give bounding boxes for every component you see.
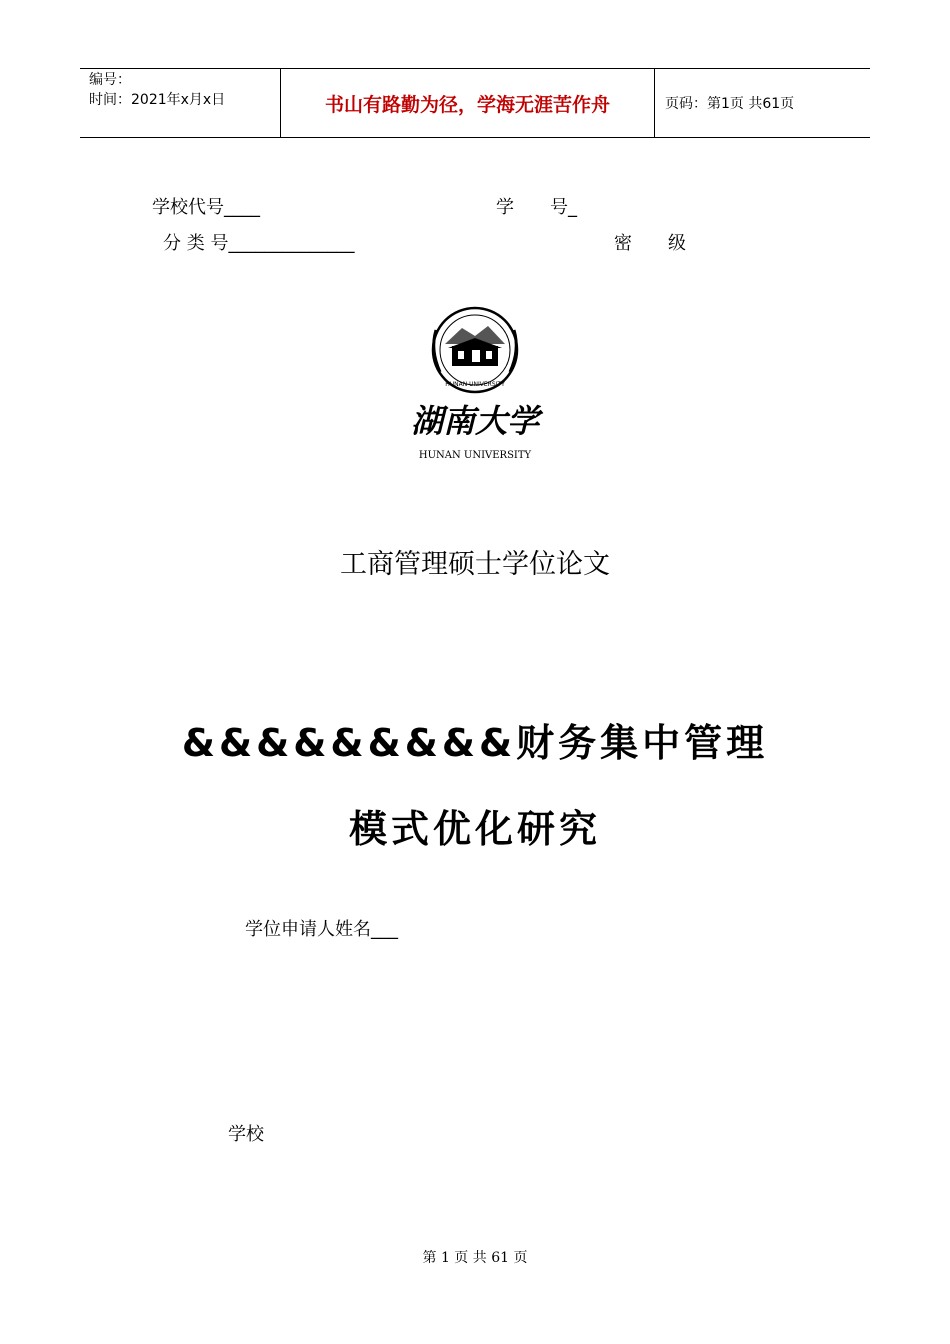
secret-level-field: 密 级 <box>614 233 686 254</box>
number-label: 编号： <box>89 72 131 88</box>
thesis-title-line1: &&&&&&&&&财务集中管理 <box>181 721 769 765</box>
classification-field: 分 类 号______________ <box>163 233 355 254</box>
time-label: 时间：2021年x月x日 <box>89 92 226 108</box>
document-header <box>80 68 870 138</box>
university-name-en: HUNAN UNIVERSITY <box>418 450 532 461</box>
university-logo <box>400 302 550 470</box>
school-code-field: 学校代号____ <box>152 197 260 218</box>
page-footer: 第 1 页 共 61 页 <box>422 1250 528 1266</box>
header-page-info: 页码：第1页 共61页 <box>665 96 795 112</box>
school-field: 学校 <box>228 1124 264 1145</box>
university-seal-icon <box>400 302 550 470</box>
seal-text: HUNAN UNIVERSITY <box>445 381 505 388</box>
header-page-cell <box>654 69 871 137</box>
applicant-field: 学位申请人姓名___ <box>245 919 398 940</box>
motto: 书山有路勤为径，学海无涯苦作舟 <box>324 93 610 116</box>
university-name-cn: 湖南大学 <box>410 402 540 440</box>
thesis-title-line2: 模式优化研究 <box>348 807 601 851</box>
header-meta-cell <box>80 69 281 137</box>
student-id-field: 学 号_ <box>496 197 577 218</box>
degree-type: 工商管理硕士学位论文 <box>340 549 610 580</box>
